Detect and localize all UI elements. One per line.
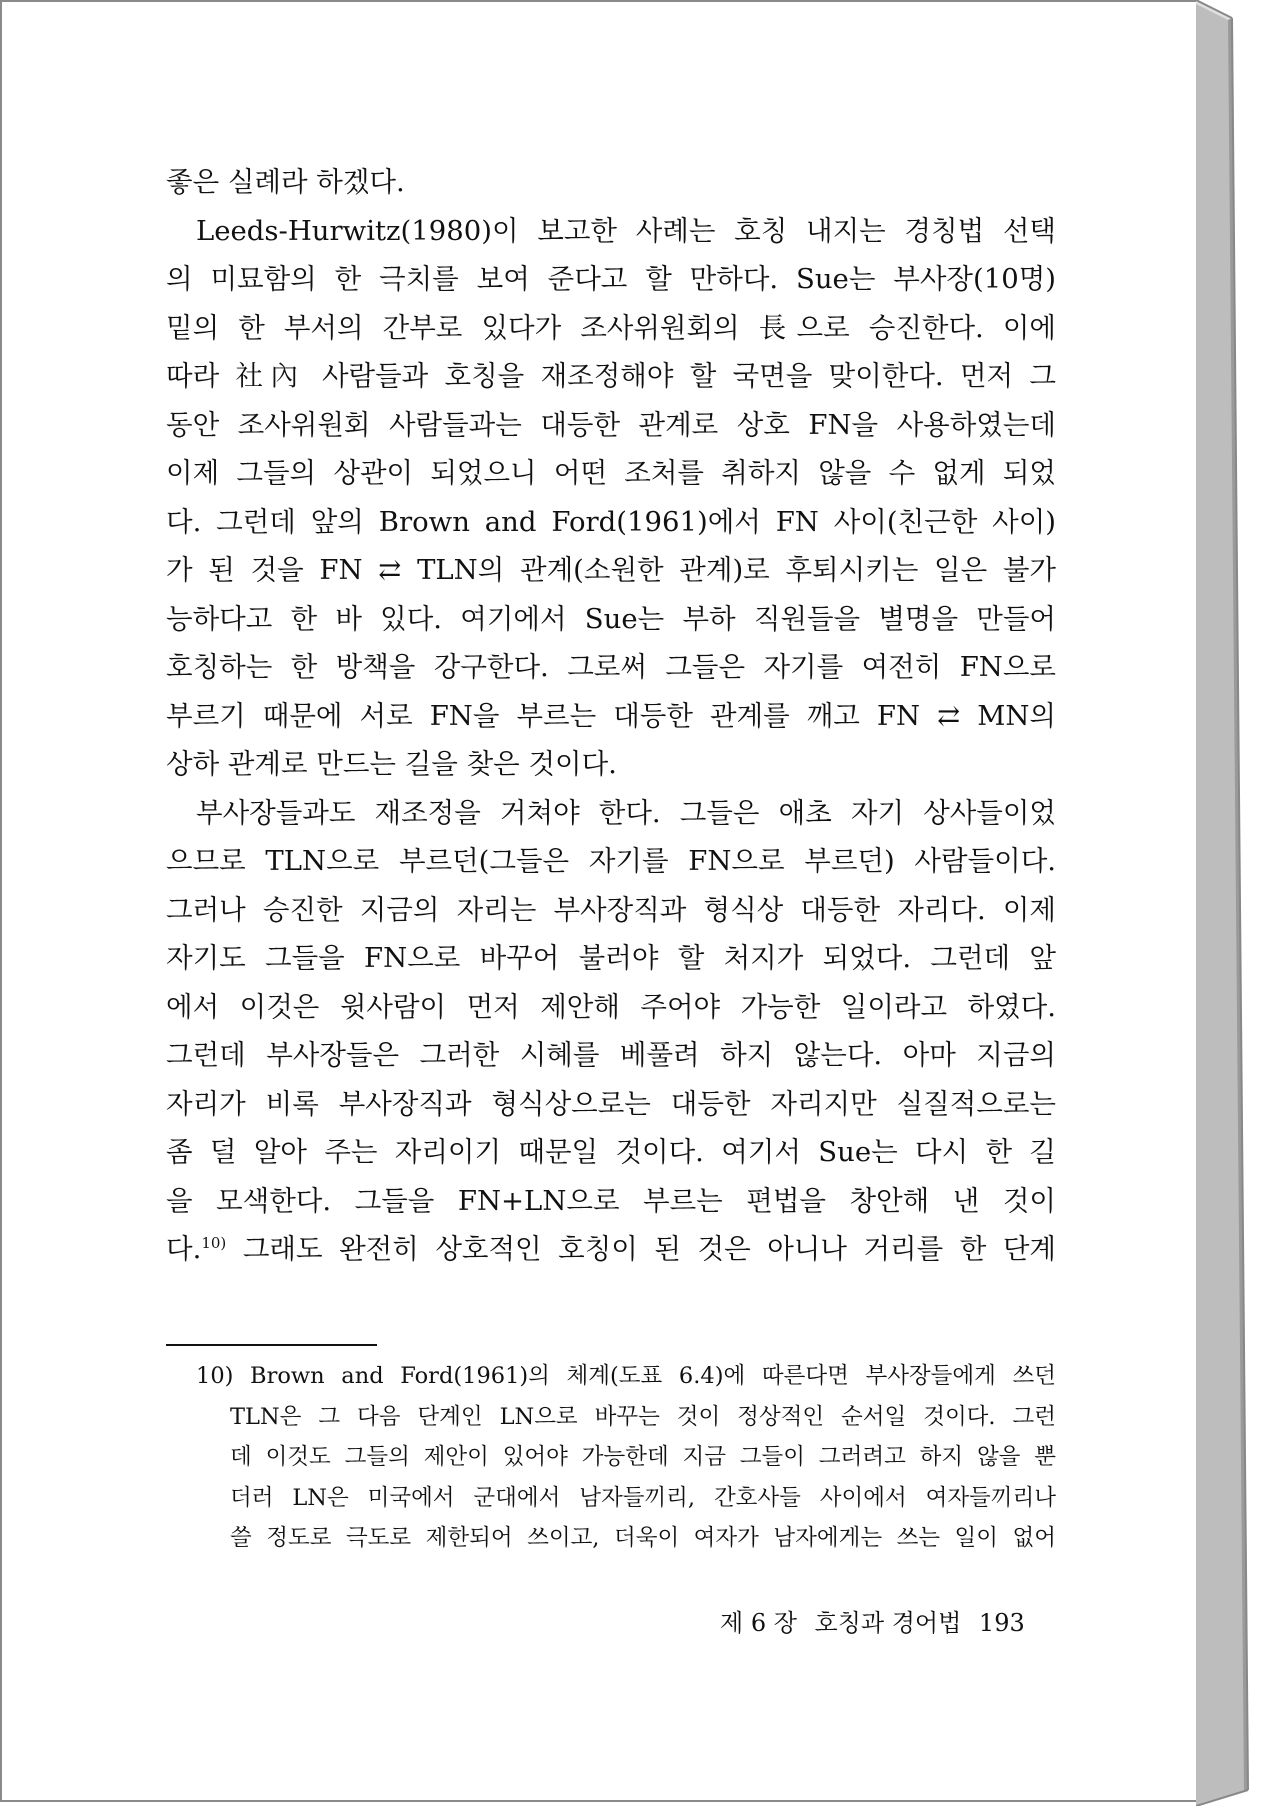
body-text [166,158,1056,1274]
body-line: 따라 社內 사람들과 호칭을 재조정해야 할 국면을 맞이한다. 먼저 그 [166,360,1056,392]
running-footer [720,1607,1035,1639]
chapter-label: 제 6 장 [720,1609,797,1637]
footnote-line: 데 이것도 그들의 제안이 있어야 가능한데 지금 그들이 그러려고 하지 않을 뿐 [230,1444,1056,1470]
body-line: 밑의 한 부서의 간부로 있다가 조사위원회의 長으로 승진한다. 이에 [166,311,1056,344]
body-line: 그러나 승진한 지금의 자리는 부사장직과 형식상 대등한 자리다. 이제 [166,893,1056,926]
body-line: Leeds-Hurwitz(1980)이 보고한 사례는 호칭 내지는 경칭법 선택 [196,214,1056,247]
body-line: 좀 덜 알아 주는 자리이기 때문일 것이다. 여기서 Sue는 다시 한 길 [166,1136,1056,1168]
body-line [166,1225,1056,1274]
body-line: 자리가 비록 부사장직과 형식상으로는 대등한 자리지만 실질적으로는 [166,1087,1056,1120]
footnote-divider [166,1344,377,1346]
body-line-start: 다. [166,1233,202,1265]
body-line-rest: 그래도 완전히 상호적인 호칭이 된 것은 아니나 거리를 한 단계 [226,1233,1056,1265]
footnote-line: 10) Brown and Ford(1961)의 체계(도표 6.4)에 따른다면 부사장들에게 쓰던 [196,1363,1056,1389]
body-line: 이제 그들의 상관이 되었으니 어떤 조처를 취하지 않을 수 없게 되었 [166,457,1056,489]
body-line: 자기도 그들을 FN으로 바꾸어 불러야 할 처지가 되었다. 그런데 앞 [166,942,1056,974]
body-line: 가 된 것을 FN ⇄ TLN의 관계(소원한 관계)로 후퇴시키는 일은 불가 [166,554,1056,586]
body-line: 상하 관계로 만드는 길을 찾은 것이다. [166,748,617,780]
footnote-ref-10[interactable]: 10) [201,1234,227,1252]
chapter-title: 호칭과 경어법 [814,1609,962,1637]
page-number: 193 [978,1609,1025,1637]
footnote-line: 쓸 정도로 극도로 제한되어 쓰이고, 더욱이 여자가 남자에게는 쓰는 일이 없어 [230,1525,1056,1551]
body-line: 부르기 때문에 서로 FN을 부르는 대등한 관계를 깨고 FN ⇄ MN의 [166,699,1056,732]
body-line: 을 모색한다. 그들을 FN+LN으로 부르는 편법을 창안해 낸 것이 [166,1184,1056,1217]
body-line: 부사장들과도 재조정을 거쳐야 한다. 그들은 애초 자기 상사들이었 [196,796,1056,829]
page-edge-decoration [1196,0,1282,1806]
footnote-line: 더러 LN은 미국에서 군대에서 남자들끼리, 간호사들 사이에서 여자들끼리나 [230,1484,1056,1511]
body-line: 으므로 TLN으로 부르던(그들은 자기를 FN으로 부르던) 사람들이다. [166,845,1056,877]
body-line: 능하다고 한 바 있다. 여기에서 Sue는 부하 직원들을 별명을 만들어 [166,602,1056,635]
body-line: 동안 조사위원회 사람들과는 대등한 관계로 상호 FN을 사용하였는데 [166,408,1056,441]
body-line: 그런데 부사장들은 그러한 시혜를 베풀려 하지 않는다. 아마 지금의 [166,1039,1056,1071]
body-line: 에서 이것은 윗사람이 먼저 제안해 주어야 가능한 일이라고 하였다. [166,990,1056,1023]
footnotes [196,1356,1056,1559]
body-line: 다. 그런데 앞의 Brown and Ford(1961)에서 FN 사이(친근한 사이) [166,505,1056,538]
body-line: 호칭하는 한 방책을 강구한다. 그로써 그들은 자기를 여전히 FN으로 [166,651,1056,683]
body-line: 의 미묘함의 한 극치를 보여 준다고 할 만하다. Sue는 부사장(10명) [166,263,1056,295]
footnote-line: TLN은 그 다음 단계인 LN으로 바꾸는 것이 정상적인 순서일 것이다. 그런 [230,1403,1056,1430]
body-line: 좋은 실례라 하겠다. [166,166,405,198]
